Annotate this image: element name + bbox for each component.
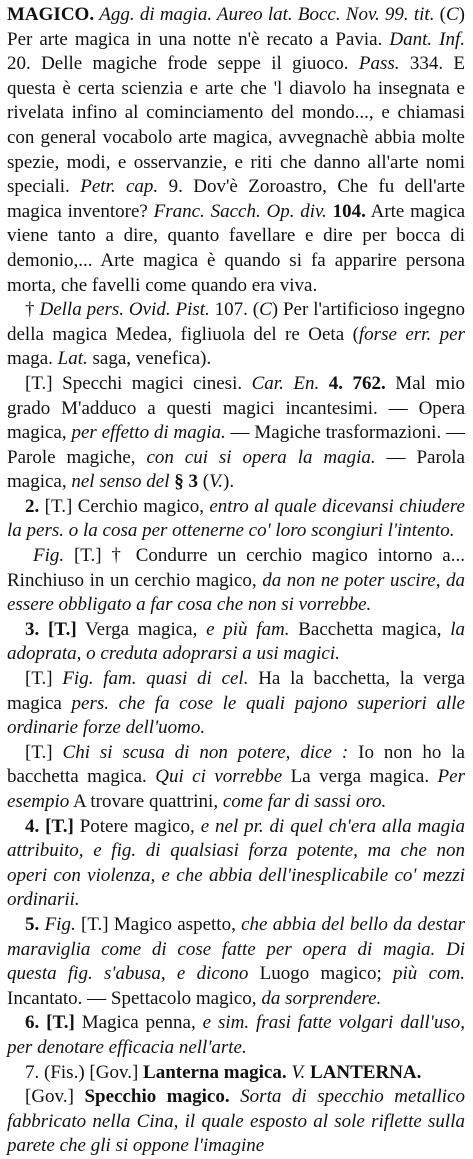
- entry-sense-6: [7, 1011, 465, 1060]
- text-run: — Parola magica,: [7, 446, 465, 493]
- text-run: †: [25, 299, 40, 321]
- text-run: come far di sassi oro.: [222, 791, 387, 812]
- text-run: 9. Dov'è Zoroastro, Che fu dell'arte magica inventore?: [7, 176, 466, 222]
- text-run: Agg. di magia. Aureo lat. Bocc. Nov. 99. tit.: [99, 4, 435, 25]
- text-run: Io non ho la bacchetta magica.: [7, 741, 465, 788]
- text-run: [T.] † Condurre un cerchio magico intorno a... Rinchiuso in un cerchio magico,: [7, 545, 465, 591]
- entry-sense-7-mirror: [7, 1085, 465, 1159]
- text-run: Bacchetta magica,: [289, 618, 451, 640]
- text-run: [T.]: [25, 668, 63, 690]
- text-run: LANTERNA.: [310, 1061, 422, 1083]
- text-run: Qui ci vorrebbe: [155, 766, 283, 788]
- text-run: Lat.: [57, 348, 88, 370]
- text-run: e nel pr. di quel ch'era alla magia attribuito, e fig. di qualsiasi forza potente, ma che non operi con violenza, e che abbia dell'inesplicabile co' mezzi ordinarii.: [7, 815, 465, 911]
- text-run: 3. [T.]: [25, 618, 77, 640]
- text-run: 6. [T.]: [25, 1012, 75, 1034]
- text-run: 2.: [25, 495, 40, 517]
- text-run: Fig. fam. quasi di cel.: [62, 668, 249, 690]
- text-run: A trovare quattrini,: [69, 791, 223, 812]
- text-run: Franc. Sacch. Op. div.: [153, 200, 327, 222]
- text-run: [Gov.]: [25, 1086, 85, 1108]
- text-run: Pass.: [358, 53, 400, 75]
- entry-sense-3-fig: [7, 667, 465, 741]
- text-run: [230, 1086, 241, 1107]
- text-run: 7. (Fis.) [Gov.]: [25, 1061, 144, 1083]
- text-run: [T.]: [25, 741, 63, 763]
- text-run: ).: [223, 471, 235, 493]
- text-run: Fig.: [44, 913, 76, 935]
- text-run: con cui si opera la magia.: [146, 446, 376, 468]
- text-run: che abbia del bello da destar maraviglia come di cose fatte per opera di magia. Di questa fig. s'abusa, e dicono: [7, 913, 465, 985]
- text-run: da sorprendere.: [261, 987, 382, 1009]
- text-run: saga, venefica).: [87, 348, 212, 370]
- text-run: Arte magica viene tanto a dire, quanto favellare e dire per bocca di demonio,... Arte magica è quando si fa apparire persona morta, che favelli come quando era viva.: [7, 200, 466, 296]
- text-run: 5.: [25, 913, 40, 935]
- text-run: C: [259, 299, 272, 321]
- text-run: Dant. Inf.: [389, 28, 465, 50]
- text-run: 107. (: [209, 299, 260, 321]
- text-run: 334. E questa è certa scienzia e arte che 'l diavolo ha insegnata e rivelata infino al cominciamento del mondo..., e chiamasi con general vocabolo arte magica, avvegnachè abbia molte spezie, modi, e osservanzie, e riti che danno all'arte nomi speciali.: [7, 53, 465, 198]
- text-run: — Magiche trasformazioni. — Parole magiche,: [7, 422, 466, 468]
- entry-sense-1: [7, 372, 465, 495]
- text-run: [T.] Magico aspetto,: [75, 913, 242, 935]
- text-run: 4. [T.]: [25, 815, 74, 837]
- text-run: [T.] Specchi magici cinesi.: [25, 372, 252, 394]
- text-run: Magica penna,: [74, 1012, 203, 1034]
- text-run: ) Per arte magica in una notte n'è recato a Pavia.: [7, 4, 465, 50]
- text-run: § 3: [174, 471, 199, 493]
- entry-sense-7: [7, 1061, 465, 1086]
- text-run: Incantato. — Spettacolo magico,: [7, 987, 262, 1009]
- entry-sense-person: [7, 298, 465, 372]
- entry-sense-5: [7, 913, 465, 1011]
- text-run: [319, 373, 329, 394]
- text-run: Specchio magico.: [84, 1086, 230, 1108]
- text-run: Per esempio: [7, 766, 465, 812]
- text-run: maga.: [7, 348, 58, 370]
- text-run: Car. En.: [251, 372, 320, 394]
- text-run: C: [445, 4, 459, 25]
- text-run: per effetto di magia.: [71, 422, 226, 444]
- entry-sense-4: [7, 815, 465, 913]
- text-run: la adoprata, o creduta adoprarsi a usi magici.: [7, 618, 465, 665]
- text-run: (: [434, 4, 446, 25]
- text-run: Petr. cap.: [80, 176, 159, 198]
- text-run: e sim. frasi fatte volgari dall'uso, per denotare efficacia nell'arte.: [7, 1012, 466, 1058]
- text-run: nel senso del: [71, 471, 170, 493]
- entry-sense-3-usage: [7, 741, 465, 815]
- text-run: Luogo magico;: [248, 963, 394, 985]
- entry-sense-2-fig: [7, 544, 465, 618]
- text-run: entro al quale dicevansi chiudere la pers. o la cosa per ottenerne co' loro scongiuri l'intento.: [7, 495, 465, 542]
- text-run: Fig.: [33, 545, 65, 567]
- text-run: ) Per l'artificioso ingegno della magica Medea, figliuola del re Oeta (: [7, 299, 466, 345]
- entry-sense-2: [7, 495, 465, 544]
- text-run: Lanterna magica.: [143, 1061, 287, 1083]
- text-run: Ha la bacchetta, la verga magica: [7, 668, 465, 714]
- text-run: Sorta di specchio metallico fabbricato nella Cina, il quale esposto al sole riflette sulla parete che gli si oppone l'imagine: [7, 1086, 465, 1157]
- text-run: 104.: [332, 200, 366, 222]
- text-run: Potere magico,: [73, 815, 201, 837]
- text-run: Chi si scusa di non potere, dice :: [62, 741, 349, 763]
- text-run: La verga magica.: [282, 766, 438, 788]
- text-run: Verga magica,: [76, 618, 207, 640]
- text-run: pers. che fa cose le quali pajono superiori alle ordinarie forze dell'uomo.: [7, 692, 465, 739]
- text-run: da non ne poter uscire, da essere obbligato a far cosa che non si vorrebbe.: [7, 569, 465, 616]
- text-run: Della pers. Ovid. Pist.: [39, 299, 210, 321]
- entry-definition: [7, 3, 465, 298]
- text-run: V.: [291, 1061, 306, 1083]
- text-run: (: [198, 471, 210, 493]
- text-run: V.: [209, 471, 224, 493]
- text-run: Mal mio grado M'adduco a questi magici incantesimi. — Opera magica,: [7, 372, 465, 444]
- text-run: 4. 762.: [328, 372, 386, 394]
- text-run: più com.: [393, 963, 465, 985]
- entry-sense-3: [7, 618, 465, 667]
- text-run: [T.] Cerchio magico,: [39, 495, 210, 517]
- text-run: MAGICO.: [7, 4, 95, 25]
- text-run: 20. Delle magiche frode seppe il giuoco.: [7, 53, 359, 75]
- text-run: forse err. per: [358, 323, 465, 345]
- text-run: e più fam.: [206, 618, 290, 640]
